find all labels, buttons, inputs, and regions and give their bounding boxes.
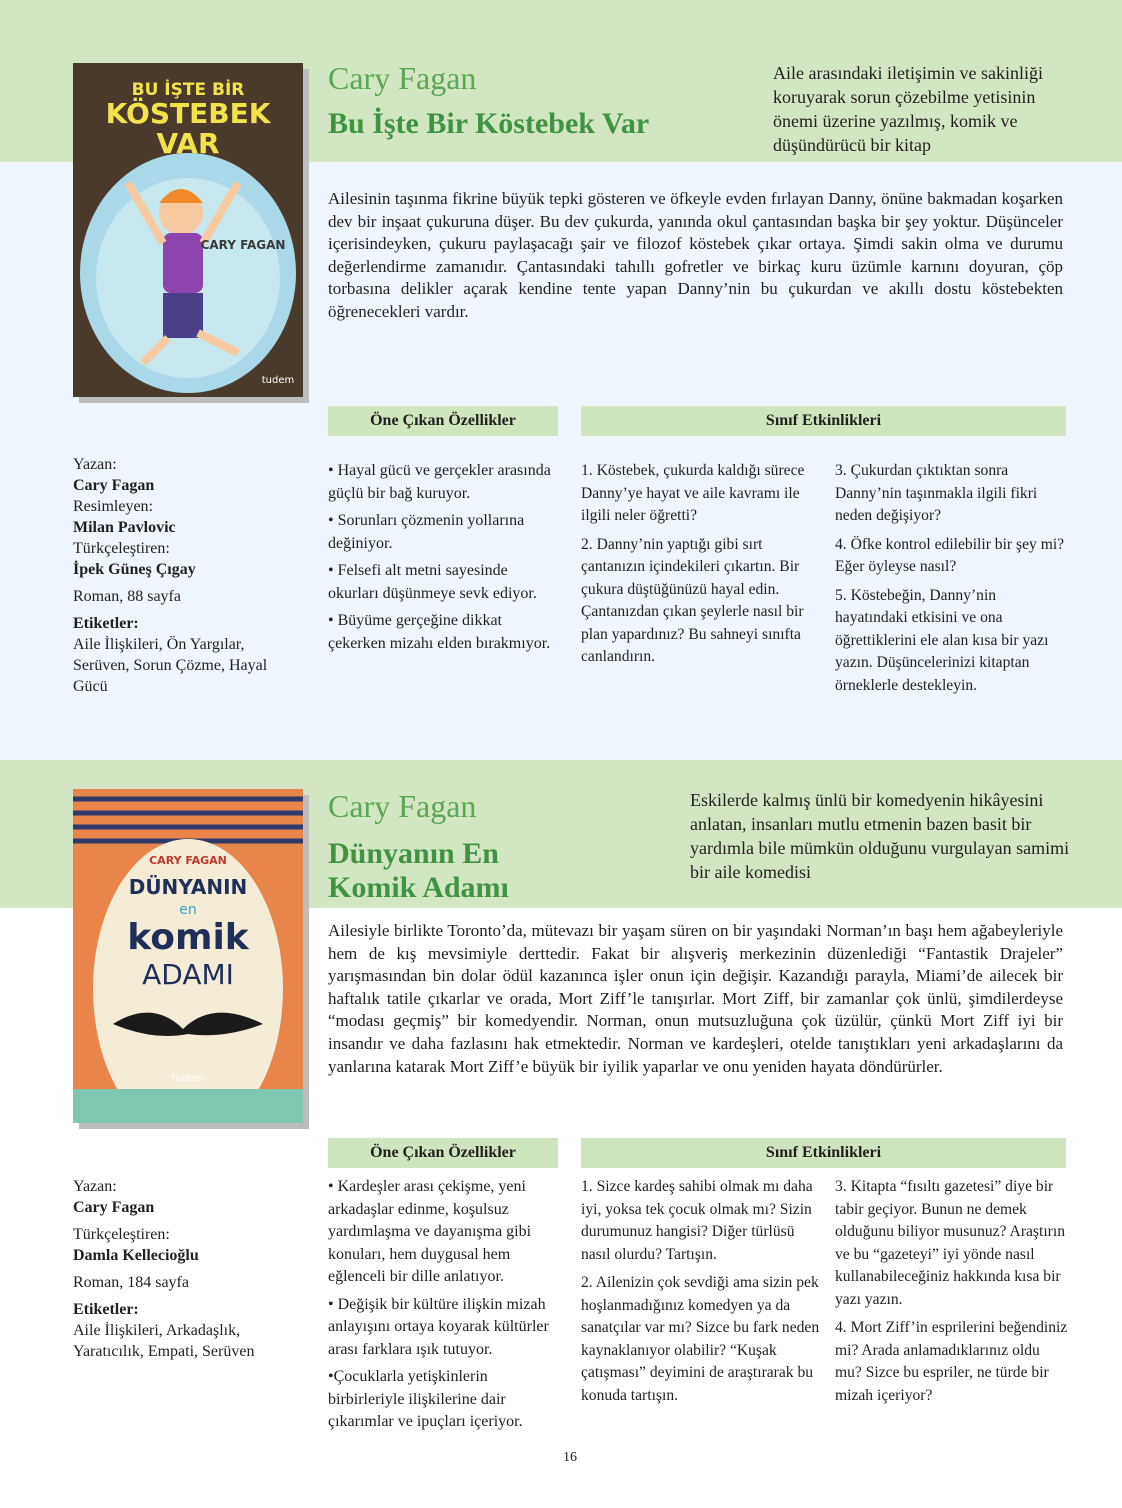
book2-cover-image xyxy=(73,789,303,1123)
book2-features xyxy=(328,1176,563,1439)
book1-cover-publisher: tudem xyxy=(261,375,295,386)
book2-feature: • Değişik bir kültüre ilişkin mizah anlayışını ortaya koyarak kültürler arası farklara ışık tutuyor. xyxy=(328,1295,549,1358)
book2-meta xyxy=(73,1176,283,1362)
book1-tagline: Aile arasındaki iletişimin ve sakinliği koruyarak sorun çözebilme yetisinin önemi üzerine yazılmış, komik ve düşündürücü bir kitap xyxy=(773,63,1043,155)
book2-feature: • Kardeşler arası çekişme, yeni arkadaşlar edinme, koşulsuz yardımlaşma ve dayanışma gibi konuları, hem duygusal hem eğlenceli bir dille anlatıyor. xyxy=(328,1178,532,1285)
book1-activities-left xyxy=(581,460,811,675)
book2-tagline: Eskilerde kalmış ünlü bir komedyenin hikâyesini anlatan, insanları mutlu etmenin bazen basit bir yardımla bile mümkün olduğunu vurgulayan samimi bir aile komedisi xyxy=(690,790,1070,882)
book1-activity: 1. Köstebek, çukurda kaldığı sürece Danny’ye hayat ve aile kavramı ile ilgili neler öğretti? xyxy=(581,462,805,524)
book1-feature: • Hayal gücü ve gerçekler arasında güçlü bir bağ kuruyor. xyxy=(328,462,551,502)
book2-translator: Damla Kellecioğlu xyxy=(73,1247,199,1264)
book2-activities-header: Sınıf Etkinlikleri xyxy=(581,1138,1066,1168)
book2-writer-label: Yazan: xyxy=(73,1178,117,1195)
book2-title-line2: Komik Adamı xyxy=(328,871,509,904)
book2-activity: 2. Ailenizin çok sevdiği ama sizin pek hoşlanmadığınız komedyen ya da sanatçılar var mı? Sizce bu fark neden kaynaklanıyor olabilir? “Kuşak çatışması” deyimini de araştırarak bu konuda tartışın. xyxy=(581,1274,820,1404)
book1-cover-author: CARY FAGAN xyxy=(200,238,286,252)
book1-activity: 3. Çukurdan çıktıktan sonra Danny’nin taşınmakla ilgili fikri neden değişiyor? xyxy=(835,462,1038,524)
book2-cover-publisher: tudem xyxy=(171,1073,205,1084)
book1-features xyxy=(328,460,553,660)
book1-feature: • Büyüme gerçeğine dikkat çekerken mizahı elden bırakmıyor. xyxy=(328,612,551,652)
book2-feature: •Çocuklarla yetişkinlerin birbirleriyle ilişkilerine dair çıkarımlar ve ipuçları içeriyor. xyxy=(328,1368,523,1430)
book1-cover-image xyxy=(73,63,303,397)
book2-format: Roman, 184 sayfa xyxy=(73,1274,189,1291)
book1-illustrator-label: Resimleyen: xyxy=(73,498,153,515)
book2-cover-line4: ADAMI xyxy=(142,958,234,991)
book2-activity: 1. Sizce kardeş sahibi olmak mı daha iyi, yoksa tek çocuk olmak mı? Sizin durumunuz hangisi? Diğer türlüsü nasıl olurdu? Tartışın. xyxy=(581,1178,813,1263)
book1-feature: • Sorunları çözmenin yollarına değiniyor. xyxy=(328,512,525,552)
book1-activity: 5. Köstebeğin, Danny’nin hayatındaki etkisini ve ona öğrettiklerini ele alan kısa bir yazı yazın. Düşüncelerinizi kitaptan örneklerle destekleyin. xyxy=(835,586,1049,694)
book1-author: Cary Fagan xyxy=(328,60,477,96)
book2-activity: 3. Kitapta “fısıltı gazetesi” diye bir tabir geçiyor. Bunun ne demek olduğunu biliyor musunuz? Araştırın ve bu “gazeteyi” iyi yönde nasıl kullanabileceğiniz hakkında kısa bir yazı yazın. xyxy=(835,1178,1065,1308)
book2-tags: Aile İlişkileri, Arkadaşlık, Yaratıcılık, Empati, Serüven xyxy=(73,1322,255,1360)
book1-tags: Aile İlişkileri, Ön Yargılar, Serüven, Sorun Çözme, Hayal Gücü xyxy=(73,636,268,695)
book2-cover-author: CARY FAGAN xyxy=(149,854,227,867)
book2-tags-label: Etiketler: xyxy=(73,1301,139,1318)
book1-format: Roman, 88 sayfa xyxy=(73,588,181,605)
book1-illustrator: Milan Pavlovic xyxy=(73,519,176,536)
book1-writer: Cary Fagan xyxy=(73,477,155,494)
book1-title: Bu İşte Bir Köstebek Var xyxy=(328,107,650,140)
book2-title-line1: Dünyanın En xyxy=(328,837,499,870)
book1-activity: 2. Danny’nin yaptığı gibi sırt çantanızın içindekileri çıkartın. Bir çukura düştüğünüzü hayal edin. Çantanızdan çıkan şeylerle nasıl bir plan yapardınız? Bu sahneyi sınıfta canlandırın. xyxy=(581,535,804,665)
book1-writer-label: Yazan: xyxy=(73,456,117,473)
book2-cover-line3: komik xyxy=(127,917,249,958)
book1-features-header: Öne Çıkan Özellikler xyxy=(328,406,558,436)
book1-cover-title-2: KÖSTEBEK xyxy=(105,97,271,130)
book2-cover-line1: DÜNYANIN xyxy=(128,875,248,899)
page-number: 16 xyxy=(563,1450,577,1465)
book2-author: Cary Fagan xyxy=(328,788,477,824)
book2-activity: 4. Mort Ziff’in esprilerini beğendiniz mi? Arada anlamadıklarınız oldu mu? Sizce bu espriler, ne türde bir mizah içeriyor? xyxy=(835,1319,1068,1404)
book2-cover-line2: en xyxy=(179,902,197,918)
book1-activities-header: Sınıf Etkinlikleri xyxy=(581,406,1066,436)
book2-writer: Cary Fagan xyxy=(73,1199,155,1216)
book1-cover-title-1: BU İŞTE BİR xyxy=(131,80,245,100)
book2-translator-label: Türkçeleştiren: xyxy=(73,1226,170,1243)
book1-translator-label: Türkçeleştiren: xyxy=(73,540,170,557)
book1-feature: • Felsefi alt metni sayesinde okurları düşünmeye sevk ediyor. xyxy=(328,562,537,602)
book2-activities-right xyxy=(835,1176,1070,1413)
book1-activities-right xyxy=(835,460,1067,703)
book2-activities-left xyxy=(581,1176,821,1413)
book1-translator: İpek Güneş Çıgay xyxy=(73,561,196,578)
book1-cover-title-3: VAR xyxy=(156,127,220,160)
book1-meta xyxy=(73,454,283,697)
book2-summary: Ailesiyle birlikte Toronto’da, mütevazı bir yaşam süren on bir yaşındaki Norman’ın başı hem ağabeyleriyle hem de kış mevsimiyle derttedir. Fakat bir alışveriş merkezinin düzenlediği “Fantastik Drajeler” yarışmasından bin dolar ödül kazanınca işler onun için değişir. Kazandığı parayla, Miami’de ailecek bir haftalık tatile çıkarlar ve orada, Mort Ziff’le tanışırlar. Mort Ziff, bir zamanlar çok ünlü, şimdilerdeyse “modası geçmiş” bir komedyendir. Norman, onun mutsuzluğuna çok üzülür, çünkü Mort Ziff iyi bir insandır ve daha fazlasını hak etmektedir. Norman ve kardeşleri, otelde tanıştıkları yeni arkadaşlarını da yanlarına katarak Mort Ziff’e büyük bir iyilik yaparlar ve onu yeniden hayata döndürürler. xyxy=(328,921,1063,1076)
book1-activity: 4. Öfke kontrol edilebilir bir şey mi? Eğer öyleyse nasıl? xyxy=(835,535,1065,575)
book1-summary: Ailesinin taşınma fikrine büyük tepki gösteren ve öfkeyle evden fırlayan Danny, önüne bakmadan koşarken dev bir inşaat çukuruna düşer. Bu dev çukurda, yanında okul çantasından başka bir şey yoktur. Düşünceler içerisindeyken, çukuru paylaşacağı şair ve filozof köstebek çıkar ortaya. Şimdi sakin olma ve durumu değerlendirme zamanıdır. Çantasındaki tahıllı gofretler ve birkaç kuru üzümle karnını doyuran, çöp torbasına delikler açarak kendine tente yapan Danny’nin bu çukurdan ve akıllı dostu köstebekten öğrenecekleri vardır. xyxy=(328,189,1063,321)
book2-features-header: Öne Çıkan Özellikler xyxy=(328,1138,558,1168)
book1-tags-label: Etiketler: xyxy=(73,615,139,632)
